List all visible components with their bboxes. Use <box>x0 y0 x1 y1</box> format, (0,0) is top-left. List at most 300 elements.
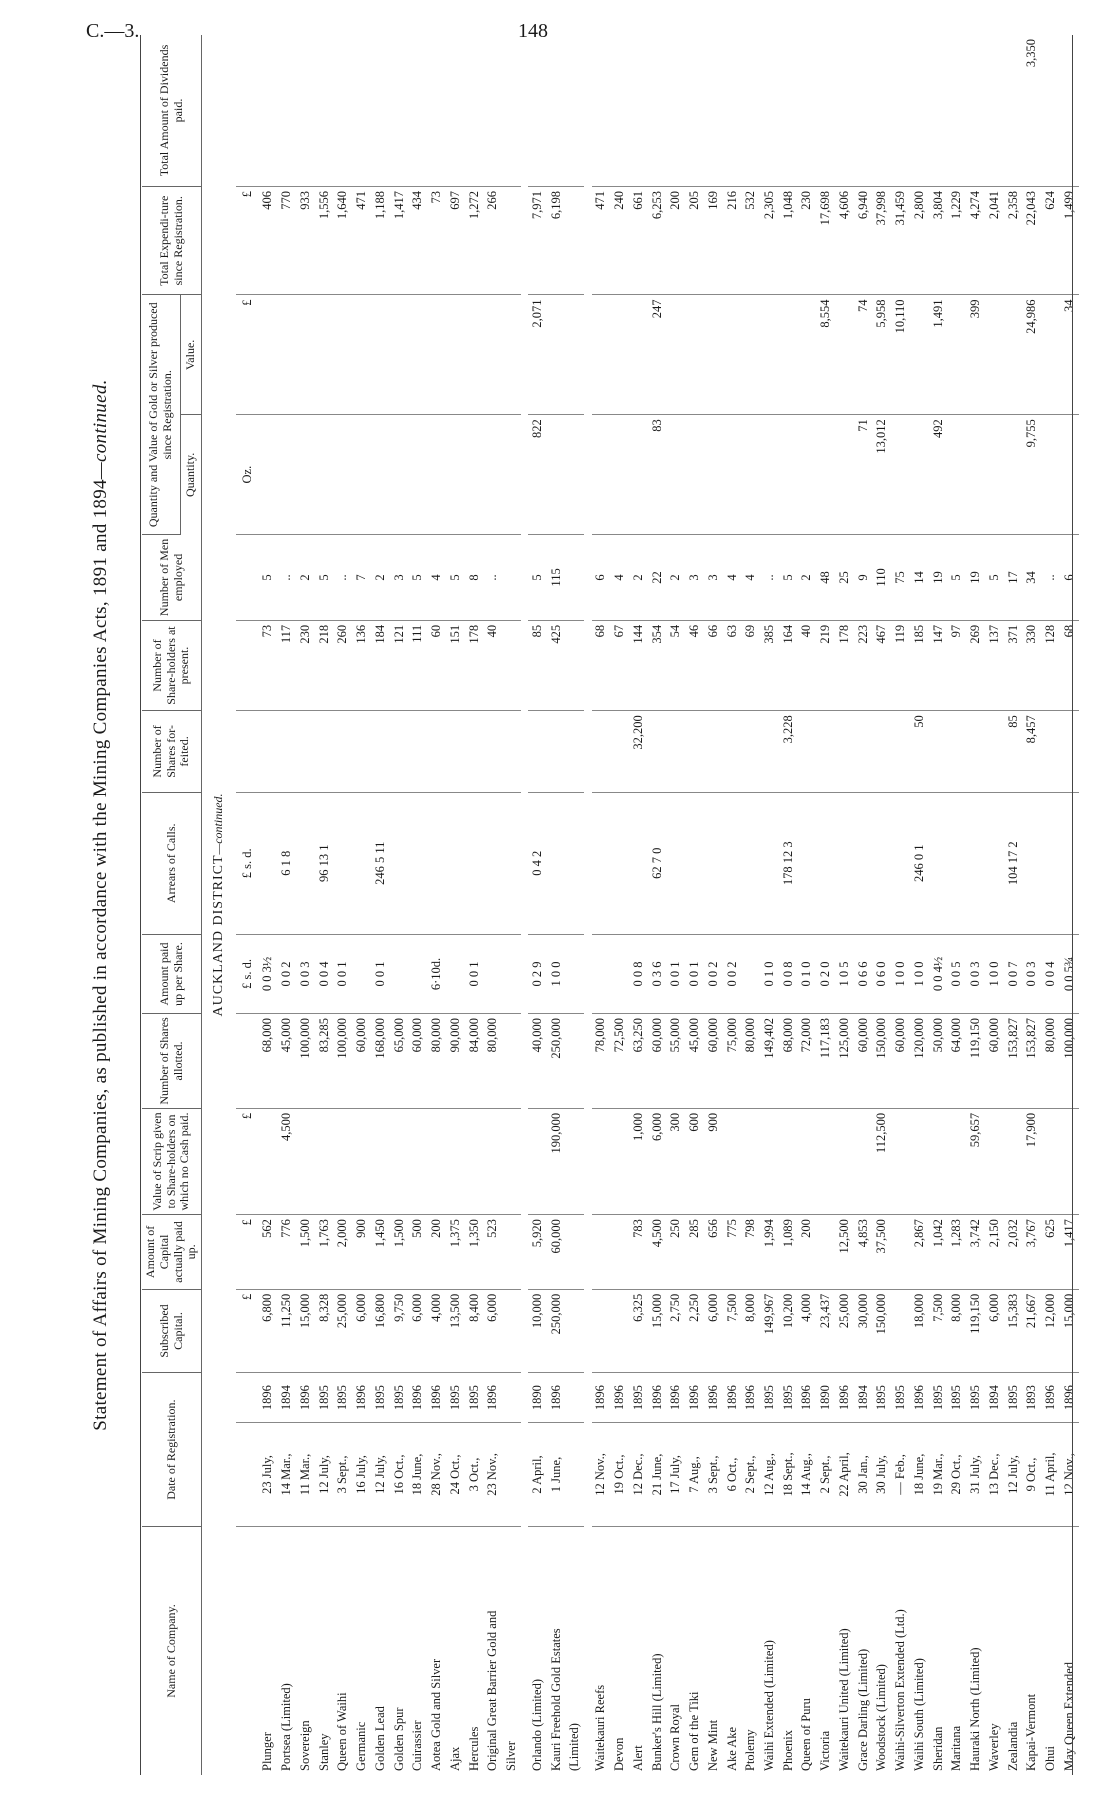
scrip-value: 900 <box>704 1108 723 1214</box>
shares-allotted: 60,000 <box>704 1014 723 1109</box>
men-employed: 14 <box>910 535 929 621</box>
dividends-paid <box>629 35 648 187</box>
shares-allotted: 117,183 <box>816 1014 835 1109</box>
gold-value <box>483 295 502 415</box>
gold-quantity <box>798 415 817 535</box>
men-employed: .. <box>277 535 296 621</box>
gold-value <box>610 295 629 415</box>
arrears-of-calls <box>1041 792 1060 934</box>
registration-day: 16 July, <box>352 1423 371 1527</box>
gold-value <box>446 295 465 415</box>
men-employed: 5 <box>409 535 428 621</box>
unit-scrip: £ <box>236 1108 259 1214</box>
registration-day: 30 Jan., <box>854 1423 873 1527</box>
table-row <box>891 35 910 1775</box>
arrears-of-calls <box>704 792 723 934</box>
shareholders: 68 <box>1060 620 1079 710</box>
men-employed: .. <box>334 535 353 621</box>
subscribed-capital: 150,000 <box>873 1289 892 1373</box>
gold-quantity <box>723 415 742 535</box>
company-name: Bunker's Hill (Limited) <box>649 1653 664 1771</box>
district-heading-row <box>202 35 236 1775</box>
registration-day: 12 Aug., <box>760 1423 779 1527</box>
capital-paid-up: 250 <box>666 1215 685 1290</box>
company-name: Woodstock (Limited) <box>874 1664 889 1771</box>
registration-day: 3 Sept., <box>704 1423 723 1527</box>
shares-forfeited <box>427 711 446 792</box>
company-name: Ptolemy <box>743 1729 758 1771</box>
dividends-paid <box>296 35 315 187</box>
shares-allotted: 60,000 <box>352 1014 371 1109</box>
subscribed-capital: 13,500 <box>446 1289 465 1373</box>
men-employed: 8 <box>465 535 484 621</box>
table-row <box>409 35 428 1775</box>
gold-quantity <box>1004 415 1023 535</box>
men-employed: 5 <box>947 535 966 621</box>
arrears-of-calls <box>296 792 315 934</box>
company-name: Alert <box>630 1745 645 1771</box>
shares-forfeited: 85 <box>1004 711 1023 792</box>
men-employed: 2 <box>798 535 817 621</box>
shareholders: 185 <box>910 620 929 710</box>
men-employed: 34 <box>1022 535 1041 621</box>
shareholders: 54 <box>666 620 685 710</box>
shares-allotted: 45,000 <box>685 1014 704 1109</box>
paid-per-share <box>566 934 585 1013</box>
gold-value <box>334 295 353 415</box>
shares-allotted: 153,827 <box>1004 1014 1023 1109</box>
dividends-paid <box>910 35 929 187</box>
paid-per-share: 0 0 5¾ <box>1060 934 1079 1013</box>
subscribed-capital: 149,967 <box>760 1289 779 1373</box>
col-quantity: Quantity. <box>180 415 201 535</box>
shareholders: 371 <box>1004 620 1023 710</box>
shareholders: 121 <box>390 620 409 710</box>
table-row <box>296 35 315 1775</box>
district-name: AUCKLAND DISTRICT <box>211 854 227 1017</box>
paid-per-share: 0 0 2 <box>277 934 296 1013</box>
shares-allotted: 45,000 <box>277 1014 296 1109</box>
shares-allotted: 68,000 <box>779 1014 798 1109</box>
registration-year: 1895 <box>779 1373 798 1423</box>
dividends-paid <box>446 35 465 187</box>
subscribed-capital: 11,250 <box>277 1289 296 1373</box>
company-name: Orlando (Limited) <box>529 1679 544 1771</box>
subscribed-capital: 8,000 <box>741 1289 760 1373</box>
paid-per-share: 0 0 1 <box>334 934 353 1013</box>
shares-allotted: 60,000 <box>985 1014 1004 1109</box>
arrears-of-calls: 178 12 3 <box>779 792 798 934</box>
gold-quantity <box>259 415 278 535</box>
scrip-value <box>296 1108 315 1214</box>
total-expenditure: 6,198 <box>547 187 566 295</box>
gold-quantity <box>547 415 566 535</box>
paid-per-share <box>592 934 611 1013</box>
unit-value: £ <box>236 295 259 415</box>
scrip-value <box>723 1108 742 1214</box>
company-name: Kauri Freehold Gold Estates <box>548 1628 563 1771</box>
table-row <box>465 35 484 1775</box>
men-employed <box>566 535 585 621</box>
shareholders: 63 <box>723 620 742 710</box>
shares-forfeited <box>648 711 667 792</box>
arrears-of-calls <box>723 792 742 934</box>
company-name: Phoenix <box>780 1730 795 1771</box>
shares-allotted: 60,000 <box>854 1014 873 1109</box>
paid-per-share: 0 0 3½ <box>259 934 278 1013</box>
arrears-of-calls <box>427 792 446 934</box>
gold-quantity <box>315 415 334 535</box>
shareholders: 68 <box>592 620 611 710</box>
company-name: Plunger <box>260 1732 275 1771</box>
shares-forfeited <box>760 711 779 792</box>
shares-allotted: 64,000 <box>947 1014 966 1109</box>
paid-per-share: 1 0 0 <box>910 934 929 1013</box>
subscribed-capital: 25,000 <box>334 1289 353 1373</box>
shares-allotted: 60,000 <box>891 1014 910 1109</box>
men-employed: 5 <box>259 535 278 621</box>
col-forfeited: Number of Shares for-feited. <box>142 711 202 792</box>
paid-per-share: 0 2 0 <box>816 934 835 1013</box>
gold-value <box>723 295 742 415</box>
total-expenditure: 3,804 <box>929 187 948 295</box>
men-employed: 5 <box>985 535 1004 621</box>
scrip-value <box>502 1108 521 1214</box>
registration-year: 1896 <box>1041 1373 1060 1423</box>
table-row <box>929 35 948 1775</box>
capital-paid-up <box>566 1215 585 1290</box>
scrip-value <box>779 1108 798 1214</box>
table-row <box>528 35 547 1775</box>
registration-day: 24 Oct., <box>446 1423 465 1527</box>
paid-per-share <box>502 934 521 1013</box>
col-dividends: Total Amount of Dividends paid. <box>142 35 202 187</box>
total-expenditure: 471 <box>592 187 611 295</box>
company-name: Hauraki North (Limited) <box>968 1647 983 1771</box>
paid-per-share: 0 1 0 <box>798 934 817 1013</box>
capital-paid-up: 4,500 <box>648 1215 667 1290</box>
gold-quantity <box>566 415 585 535</box>
gold-value: 2,071 <box>528 295 547 415</box>
shares-forfeited <box>816 711 835 792</box>
gold-quantity <box>296 415 315 535</box>
paid-per-share: 6·10d. <box>427 934 446 1013</box>
shares-allotted: 83,285 <box>315 1014 334 1109</box>
shareholders: 385 <box>760 620 779 710</box>
gold-quantity <box>666 415 685 535</box>
shares-allotted: 72,000 <box>798 1014 817 1109</box>
registration-day: 3 Sept., <box>334 1423 353 1527</box>
men-employed: 4 <box>741 535 760 621</box>
men-employed: 5 <box>315 535 334 621</box>
total-expenditure: 169 <box>704 187 723 295</box>
gold-quantity <box>947 415 966 535</box>
men-employed: 2 <box>629 535 648 621</box>
total-expenditure: 1,417 <box>390 187 409 295</box>
registration-day: 14 Mar., <box>277 1423 296 1527</box>
table-row <box>371 35 390 1775</box>
registration-year: 1896 <box>910 1373 929 1423</box>
shares-forfeited: 8,457 <box>1022 711 1041 792</box>
gold-quantity: 13,012 <box>873 415 892 535</box>
gold-value <box>547 295 566 415</box>
men-employed: 6 <box>1060 535 1079 621</box>
shareholders: 330 <box>1022 620 1041 710</box>
total-expenditure: 2,800 <box>910 187 929 295</box>
registration-year: 1896 <box>723 1373 742 1423</box>
units-row <box>236 35 259 1775</box>
registration-year: 1896 <box>648 1373 667 1423</box>
shares-allotted: 84,000 <box>465 1014 484 1109</box>
paid-per-share: 0 0 1 <box>666 934 685 1013</box>
col-expenditure: Total Expendi-ture since Registration. <box>142 187 202 295</box>
men-employed: 4 <box>427 535 446 621</box>
shareholders: 73 <box>259 620 278 710</box>
gold-quantity <box>502 415 521 535</box>
capital-paid-up: 562 <box>259 1215 278 1290</box>
registration-day: 19 Mar., <box>929 1423 948 1527</box>
shareholders: 144 <box>629 620 648 710</box>
gold-quantity: 822 <box>528 415 547 535</box>
company-name: Portsea (Limited) <box>279 1683 294 1771</box>
gold-quantity <box>371 415 390 535</box>
subscribed-capital: 119,150 <box>966 1289 985 1373</box>
registration-day: 2 Sept., <box>741 1423 760 1527</box>
registration-day: 12 Nov., <box>1060 1423 1079 1527</box>
capital-paid-up: 783 <box>629 1215 648 1290</box>
subscribed-capital: 2,250 <box>685 1289 704 1373</box>
shares-allotted: 120,000 <box>910 1014 929 1109</box>
paid-per-share <box>483 934 502 1013</box>
scrip-value <box>610 1108 629 1214</box>
capital-paid-up: 200 <box>798 1215 817 1290</box>
scrip-value <box>1041 1108 1060 1214</box>
gold-quantity <box>835 415 854 535</box>
shares-allotted: 153,827 <box>1022 1014 1041 1109</box>
registration-year: 1896 <box>296 1373 315 1423</box>
total-expenditure: 230 <box>798 187 817 295</box>
shares-forfeited <box>259 711 278 792</box>
gold-value <box>352 295 371 415</box>
men-employed: 4 <box>610 535 629 621</box>
registration-year: 1896 <box>610 1373 629 1423</box>
gold-value: 74 <box>854 295 873 415</box>
registration-year: 1896 <box>835 1373 854 1423</box>
gold-quantity <box>427 415 446 535</box>
subscribed-capital: 6,000 <box>483 1289 502 1373</box>
shares-allotted: 80,000 <box>1041 1014 1060 1109</box>
men-employed: 2 <box>666 535 685 621</box>
dividends-paid <box>610 35 629 187</box>
gold-quantity <box>1060 415 1079 535</box>
gold-value <box>741 295 760 415</box>
gold-value <box>371 295 390 415</box>
table-row <box>985 35 1004 1775</box>
table-row <box>1022 35 1041 1775</box>
dividends-paid <box>259 35 278 187</box>
arrears-of-calls: 246 0 1 <box>910 792 929 934</box>
shares-forfeited <box>610 711 629 792</box>
company-name: Stanley <box>316 1733 331 1771</box>
dividends-paid <box>947 35 966 187</box>
gold-quantity <box>446 415 465 535</box>
arrears-of-calls <box>483 792 502 934</box>
shareholders: 85 <box>528 620 547 710</box>
arrears-of-calls: 246 5 11 <box>371 792 390 934</box>
company-name: Grace Darling (Limited) <box>855 1648 870 1771</box>
unit-arrears: £ s. d. <box>236 792 259 934</box>
shares-allotted: 68,000 <box>259 1014 278 1109</box>
subscribed-capital: 9,750 <box>390 1289 409 1373</box>
shares-forfeited <box>277 711 296 792</box>
shares-allotted: 75,000 <box>723 1014 742 1109</box>
company-name: Kapai-Vermont <box>1024 1693 1039 1771</box>
men-employed: .. <box>1041 535 1060 621</box>
gold-value <box>409 295 428 415</box>
total-expenditure: 933 <box>296 187 315 295</box>
scrip-value <box>798 1108 817 1214</box>
registration-year: 1895 <box>891 1373 910 1423</box>
company-name: Aotea Gold and Silver <box>429 1658 444 1771</box>
men-employed: 17 <box>1004 535 1023 621</box>
scrip-value: 6,000 <box>648 1108 667 1214</box>
company-name: Gem of the Tiki <box>687 1691 702 1771</box>
company-name: (Limited) <box>567 1723 582 1771</box>
arrears-of-calls <box>835 792 854 934</box>
shares-allotted: 78,000 <box>592 1014 611 1109</box>
subscribed-capital: 21,667 <box>1022 1289 1041 1373</box>
total-expenditure: 770 <box>277 187 296 295</box>
capital-paid-up: 285 <box>685 1215 704 1290</box>
shares-forfeited <box>502 711 521 792</box>
registration-year: 1895 <box>929 1373 948 1423</box>
capital-paid-up: 1,350 <box>465 1215 484 1290</box>
scrip-value <box>592 1108 611 1214</box>
dividends-paid <box>371 35 390 187</box>
company-name: Ake Ake <box>724 1726 739 1771</box>
table-row <box>1004 35 1023 1775</box>
dividends-paid <box>873 35 892 187</box>
gold-quantity <box>592 415 611 535</box>
shares-forfeited <box>723 711 742 792</box>
subscribed-capital: 6,000 <box>409 1289 428 1373</box>
men-employed: 5 <box>528 535 547 621</box>
capital-paid-up: 1,994 <box>760 1215 779 1290</box>
shares-allotted: 80,000 <box>741 1014 760 1109</box>
gold-value <box>798 295 817 415</box>
men-employed: 7 <box>352 535 371 621</box>
registration-day: 18 Sept., <box>779 1423 798 1527</box>
paid-per-share: 0 2 9 <box>528 934 547 1013</box>
dividends-paid <box>648 35 667 187</box>
men-employed: 110 <box>873 535 892 621</box>
shareholders: 67 <box>610 620 629 710</box>
dividends-paid <box>685 35 704 187</box>
capital-paid-up <box>502 1215 521 1290</box>
total-expenditure: 624 <box>1041 187 1060 295</box>
shares-forfeited <box>528 711 547 792</box>
gold-value: 399 <box>966 295 985 415</box>
registration-day: 18 June, <box>409 1423 428 1527</box>
registration-year: 1896 <box>666 1373 685 1423</box>
shares-forfeited <box>985 711 1004 792</box>
table-row <box>873 35 892 1775</box>
registration-day: 1 June, <box>547 1423 566 1527</box>
company-name: Waihi Extended (Limited) <box>761 1640 776 1771</box>
table-row <box>483 35 502 1775</box>
shares-allotted: 150,000 <box>873 1014 892 1109</box>
arrears-of-calls: 6 1 8 <box>277 792 296 934</box>
gold-quantity <box>277 415 296 535</box>
scrip-value <box>1060 1108 1079 1214</box>
col-date: Date of Registration. <box>142 1373 202 1527</box>
registration-year: 1895 <box>446 1373 465 1423</box>
unit-paid: £ <box>236 1215 259 1290</box>
capital-paid-up <box>610 1215 629 1290</box>
shares-forfeited <box>873 711 892 792</box>
shares-allotted: 72,500 <box>610 1014 629 1109</box>
shares-allotted: 168,000 <box>371 1014 390 1109</box>
shareholders: 66 <box>704 620 723 710</box>
company-name: Germanic <box>354 1721 369 1771</box>
shares-allotted: 100,000 <box>1060 1014 1079 1109</box>
company-name: Ohui <box>1043 1746 1057 1771</box>
paid-per-share: 0 0 2 <box>704 934 723 1013</box>
paid-per-share: 0 0 8 <box>629 934 648 1013</box>
unit-per-share: £ s. d. <box>236 934 259 1013</box>
table-title <box>90 35 126 1775</box>
shares-allotted: 60,000 <box>409 1014 428 1109</box>
shares-forfeited <box>929 711 948 792</box>
total-expenditure: 2,358 <box>1004 187 1023 295</box>
arrears-of-calls <box>566 792 585 934</box>
company-name: Waitekauri United (Limited) <box>836 1628 851 1771</box>
shareholders: 117 <box>277 620 296 710</box>
registration-day: 2 Sept., <box>816 1423 835 1527</box>
arrears-of-calls <box>760 792 779 934</box>
registration-day: 23 July, <box>259 1423 278 1527</box>
dividends-paid <box>929 35 948 187</box>
col-arrears: Arrears of Calls. <box>142 792 202 934</box>
company-name: Hercules <box>466 1726 481 1771</box>
capital-paid-up: 798 <box>741 1215 760 1290</box>
gold-value <box>259 295 278 415</box>
dividends-paid <box>966 35 985 187</box>
gold-value <box>296 295 315 415</box>
capital-paid-up: 500 <box>409 1215 428 1290</box>
table-row <box>277 35 296 1775</box>
shares-forfeited: 50 <box>910 711 929 792</box>
company-name: New Mint <box>705 1719 720 1771</box>
paid-per-share <box>741 934 760 1013</box>
capital-paid-up: 1,042 <box>929 1215 948 1290</box>
shares-forfeited <box>891 711 910 792</box>
total-expenditure: 31,459 <box>891 187 910 295</box>
paid-per-share: 1 0 0 <box>891 934 910 1013</box>
registration-day: 23 Nov., <box>483 1423 502 1527</box>
dividends-paid <box>1060 35 1079 187</box>
total-expenditure: 6,253 <box>648 187 667 295</box>
dividends-paid <box>277 35 296 187</box>
gold-quantity <box>1041 415 1060 535</box>
scrip-value <box>910 1108 929 1214</box>
subscribed-capital <box>891 1289 910 1373</box>
registration-day: 22 April, <box>835 1423 854 1527</box>
paid-per-share <box>610 934 629 1013</box>
shareholders: 111 <box>409 620 428 710</box>
registration-year: 1896 <box>741 1373 760 1423</box>
scrip-value <box>816 1108 835 1214</box>
